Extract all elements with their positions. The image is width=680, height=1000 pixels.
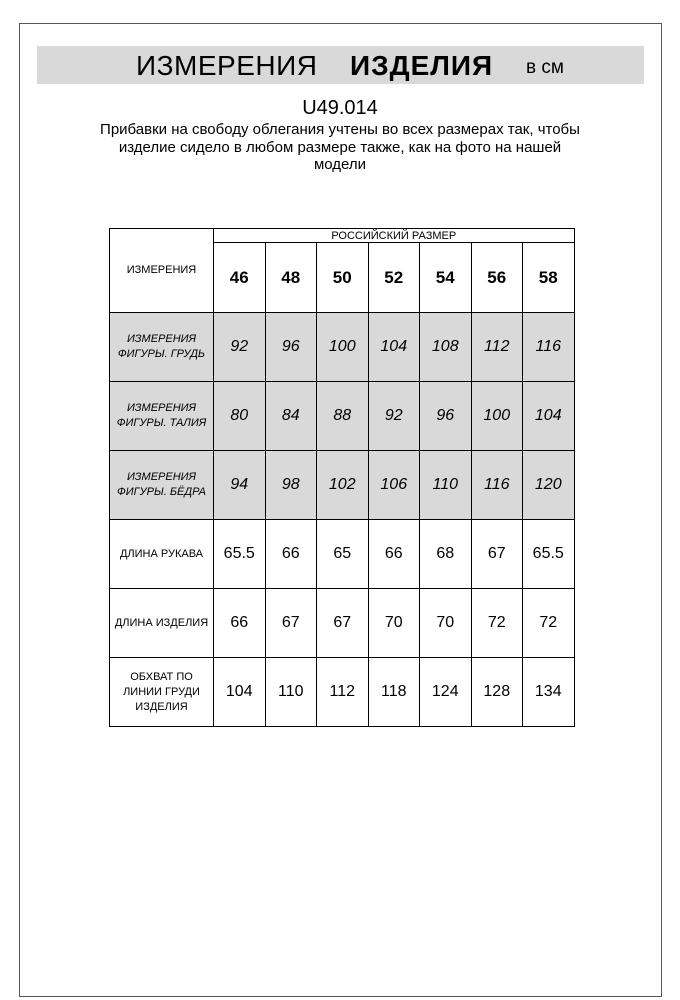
measurement-value: 98	[265, 451, 317, 520]
measurement-value: 65.5	[214, 520, 266, 589]
title-word-product: ИЗДЕЛИЯ	[350, 50, 494, 81]
measurement-value: 67	[471, 520, 523, 589]
size-header-cell: 58	[523, 243, 575, 313]
measurement-value: 96	[265, 313, 317, 382]
measurement-value: 72	[471, 589, 523, 658]
measurement-value: 128	[471, 658, 523, 727]
title-banner	[37, 46, 644, 84]
measurement-value: 100	[471, 382, 523, 451]
measurement-value: 67	[317, 589, 369, 658]
measurement-value: 88	[317, 382, 369, 451]
measurement-value: 66	[214, 589, 266, 658]
measurement-value: 134	[523, 658, 575, 727]
size-caption-row	[110, 229, 575, 243]
measurement-value: 80	[214, 382, 266, 451]
measurement-label: ИЗМЕРЕНИЯ ФИГУРЫ. ГРУДЬ	[110, 313, 214, 382]
measurement-value: 112	[471, 313, 523, 382]
measurement-value: 110	[420, 451, 472, 520]
measurement-row	[110, 382, 575, 451]
title-word-measurements: ИЗМЕРЕНИЯ	[136, 50, 318, 81]
measurement-value: 68	[420, 520, 472, 589]
measurement-label: ОБХВАТ ПО ЛИНИИ ГРУДИ ИЗДЕЛИЯ	[110, 658, 214, 727]
measurement-value: 112	[317, 658, 369, 727]
fit-note: Прибавки на свободу облегания учтены во всех размерах так, чтобы изделие сидело в любом размере также, как на фото на нашей модели	[100, 121, 580, 173]
measurement-value: 84	[265, 382, 317, 451]
measurement-value: 106	[368, 451, 420, 520]
measurement-value: 104	[523, 382, 575, 451]
measurement-value: 116	[471, 451, 523, 520]
size-caption: РОССИЙСКИЙ РАЗМЕР	[214, 229, 575, 243]
measurement-value: 104	[368, 313, 420, 382]
measurement-row	[110, 589, 575, 658]
measurement-value: 100	[317, 313, 369, 382]
size-header-cell: 54	[420, 243, 472, 313]
measurement-value: 108	[420, 313, 472, 382]
measurement-value: 120	[523, 451, 575, 520]
measurement-value: 70	[368, 589, 420, 658]
measurement-value: 65	[317, 520, 369, 589]
measurement-value: 118	[368, 658, 420, 727]
size-header-cell: 50	[317, 243, 369, 313]
measurement-row	[110, 520, 575, 589]
measurement-value: 94	[214, 451, 266, 520]
size-header-cell: 52	[368, 243, 420, 313]
measurement-label: ИЗМЕРЕНИЯ ФИГУРЫ. БЁДРА	[110, 451, 214, 520]
measurement-label: ДЛИНА РУКАВА	[110, 520, 214, 589]
title-unit: в см	[526, 57, 564, 78]
measurement-value: 96	[420, 382, 472, 451]
measurement-value: 104	[214, 658, 266, 727]
measurement-label: ИЗМЕРЕНИЯ ФИГУРЫ. ТАЛИЯ	[110, 382, 214, 451]
measurement-row	[110, 313, 575, 382]
measurement-value: 110	[265, 658, 317, 727]
corner-label: ИЗМЕРЕНИЯ	[110, 229, 214, 313]
measurement-value: 67	[265, 589, 317, 658]
measurement-label: ДЛИНА ИЗДЕЛИЯ	[110, 589, 214, 658]
measurement-value: 66	[265, 520, 317, 589]
size-table	[109, 228, 575, 727]
measurement-value: 70	[420, 589, 472, 658]
product-code: U49.014	[302, 97, 378, 119]
size-header-cell: 46	[214, 243, 266, 313]
measurement-value: 116	[523, 313, 575, 382]
measurement-value: 66	[368, 520, 420, 589]
measurement-value: 102	[317, 451, 369, 520]
measurement-value: 92	[368, 382, 420, 451]
measurement-value: 72	[523, 589, 575, 658]
measurement-value: 65.5	[523, 520, 575, 589]
size-header-cell: 48	[265, 243, 317, 313]
size-header-cell: 56	[471, 243, 523, 313]
measurement-row	[110, 451, 575, 520]
measurement-value: 124	[420, 658, 472, 727]
measurement-row	[110, 658, 575, 727]
measurement-value: 92	[214, 313, 266, 382]
